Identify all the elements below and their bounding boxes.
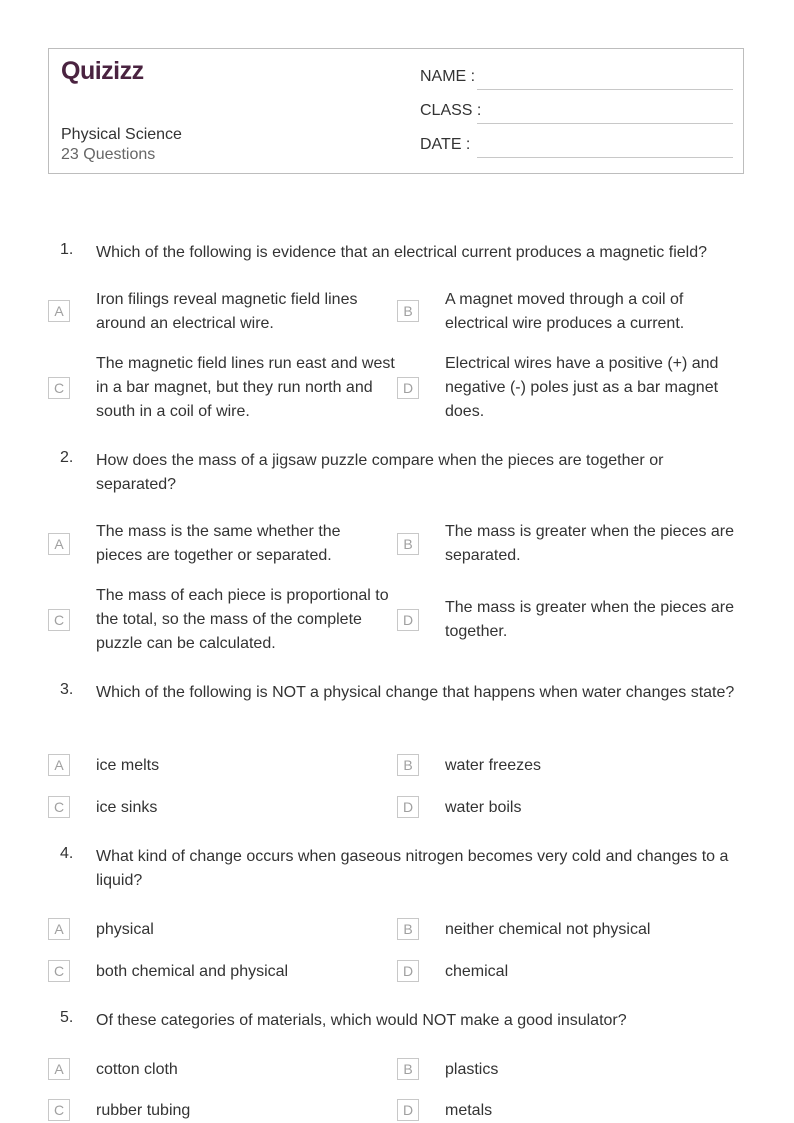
- option-letter-box[interactable]: B: [397, 300, 419, 322]
- option-text: A magnet moved through a coil of electrical wire produces a current.: [445, 291, 685, 332]
- option-text: rubber tubing: [96, 1102, 191, 1119]
- option-text: water boils: [445, 799, 522, 816]
- question-number: 5.: [60, 1009, 74, 1026]
- question-number: 4.: [60, 845, 74, 862]
- class-line: [477, 123, 733, 124]
- option-text: Electrical wires have a positive (+) and negative (-) poles just as a bar magnet does.: [445, 355, 719, 420]
- question-text: What kind of change occurs when gaseous nitrogen becomes very cold and changes to a liquid?: [96, 848, 729, 889]
- option-letter-box[interactable]: C: [48, 1099, 70, 1121]
- quizizz-logo: Quizizz: [61, 57, 144, 85]
- worksheet-header: [48, 48, 744, 174]
- question-number: 3.: [60, 681, 74, 698]
- option-text: water freezes: [445, 757, 542, 774]
- question-number: 1.: [60, 241, 74, 258]
- option-letter-box[interactable]: C: [48, 960, 70, 982]
- option-text: The magnetic field lines run east and west in a bar magnet, but they run north and south in a coil of wire.: [96, 355, 395, 420]
- option-text: cotton cloth: [96, 1061, 178, 1078]
- name-label: NAME :: [420, 68, 476, 85]
- option-letter-box[interactable]: C: [48, 796, 70, 818]
- option-letter-box[interactable]: A: [48, 533, 70, 555]
- option-letter-box[interactable]: C: [48, 377, 70, 399]
- option-text: The mass is the same whether the pieces are together or separated.: [96, 523, 341, 564]
- question-text: How does the mass of a jigsaw puzzle compare when the pieces are together or separated?: [96, 452, 664, 493]
- option-letter-box[interactable]: B: [397, 918, 419, 940]
- option-text: The mass is greater when the pieces are together.: [445, 599, 735, 640]
- date-label: DATE :: [420, 136, 471, 153]
- question-number: 2.: [60, 449, 74, 466]
- option-text: The mass of each piece is proportional to the total, so the mass of the complete puzzle can be calculated.: [96, 587, 389, 652]
- option-text: neither chemical not physical: [445, 921, 651, 938]
- question-count: 23 Questions: [61, 146, 156, 163]
- option-letter-box[interactable]: D: [397, 796, 419, 818]
- option-text: both chemical and physical: [96, 963, 289, 980]
- option-letter-box[interactable]: B: [397, 1058, 419, 1080]
- option-text: physical: [96, 921, 154, 938]
- date-line: [477, 157, 733, 158]
- question-text: Which of the following is NOT a physical change that happens when water changes state?: [96, 684, 735, 701]
- option-letter-box[interactable]: D: [397, 960, 419, 982]
- name-line: [477, 89, 733, 90]
- option-letter-box[interactable]: D: [397, 377, 419, 399]
- question-text: Of these categories of materials, which would NOT make a good insulator?: [96, 1012, 627, 1029]
- option-text: metals: [445, 1102, 493, 1119]
- option-letter-box[interactable]: A: [48, 754, 70, 776]
- option-text: chemical: [445, 963, 509, 980]
- option-letter-box[interactable]: A: [48, 300, 70, 322]
- class-label: CLASS :: [420, 102, 482, 119]
- option-letter-box[interactable]: D: [397, 609, 419, 631]
- option-text: The mass is greater when the pieces are separated.: [445, 523, 735, 564]
- option-text: plastics: [445, 1061, 499, 1078]
- option-letter-box[interactable]: B: [397, 533, 419, 555]
- question-text: Which of the following is evidence that an electrical current produces a magnetic field?: [96, 244, 707, 261]
- option-text: ice sinks: [96, 799, 158, 816]
- option-letter-box[interactable]: C: [48, 609, 70, 631]
- option-letter-box[interactable]: B: [397, 754, 419, 776]
- option-text: Iron filings reveal magnetic field lines around an electrical wire.: [96, 291, 358, 332]
- option-letter-box[interactable]: A: [48, 1058, 70, 1080]
- option-letter-box[interactable]: A: [48, 918, 70, 940]
- option-letter-box[interactable]: D: [397, 1099, 419, 1121]
- option-text: ice melts: [96, 757, 160, 774]
- subject-title: Physical Science: [61, 126, 182, 143]
